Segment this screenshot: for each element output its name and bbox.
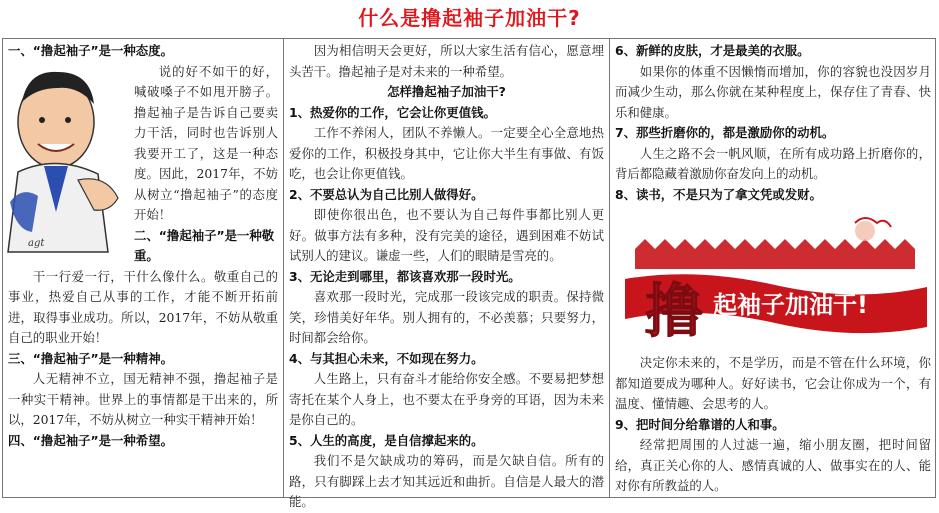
tip-paragraph-1: 工作不养闲人，团队不养懒人。一定要全心全意地热爱你的工作，积极投身其中，它让你大半生有事做、有饭吃，也会让你更值钱。 (289, 125, 604, 181)
cartoon-illustration (8, 62, 128, 252)
column-2 (284, 39, 610, 509)
tip-heading-9: 9、把时间分给靠谱的人和事。 (615, 416, 785, 432)
cartoon-signature: agt (28, 237, 45, 249)
tip-paragraph-5: 我们不是欠缺成功的筹码，而是欠缺自信。所有的路，只有脚踩上去才知其远近和曲折。自信是人最大的潜能。 (289, 453, 604, 509)
section-heading-1: 一、“撸起袖子”是一种态度。 (8, 43, 173, 58)
slogan-banner-image (615, 209, 935, 349)
banner-slogan-text: 起袖子加油干! (713, 291, 868, 319)
column-1 (3, 39, 284, 497)
tip-paragraph-2: 即使你很出色，也不要认为自己每件事都比别人更好。做事方法有多种，没有完美的途径，遇到困难不妨试试别人的建议。谦虚一些，人们的眼睛是雪亮的。 (289, 207, 604, 263)
column-3 (610, 39, 936, 497)
content-table (2, 38, 936, 509)
tip-heading-8: 8、读书，不是只为了拿文凭或发财。 (615, 186, 822, 202)
tip-paragraph-6: 如果你的体重不因懒惰而增加，你的容貌也没因岁月而减少生动，那么你就在某种程度上，保存住了青春、快乐和健康。 (615, 63, 931, 120)
tip-paragraph-8: 决定你未来的，不是学历，而是不管在什么环境，你都知道要成为哪种人。好好读书，它会让你成为一个，有温度、懂情趣、会思考的人。 (615, 355, 931, 411)
tip-paragraph-3: 喜欢那一段时光，完成那一段该完成的职责。保持微笑，珍惜美好年华。别人拥有的，不必羡慕；只要努力，时间都会给你。 (289, 289, 604, 345)
paragraph-2: 干一行爱一行，干什么像什么。敬重自己的事业，热爱自己从事的工作，才能不断开拓前进，取得事业成功。所以，2017年，不妨从敬重自己的职业开始！ (8, 268, 278, 345)
subtitle: 怎样撸起袖子加油干? (387, 84, 506, 99)
section-heading-4: 四、“撸起袖子”是一种希望。 (8, 432, 173, 448)
tip-paragraph-4: 人生路上，只有奋斗才能给你安全感。不要易把梦想寄托在某个人身上，也不要太在乎身旁的耳语，因为未来是你自己的。 (289, 371, 604, 427)
banner-big-character: 撸 (645, 277, 704, 345)
page-title: 什么是撸起袖子加油干? (358, 6, 581, 30)
tip-heading-2: 2、不要总认为自己比别人做得好。 (289, 186, 484, 202)
tip-heading-6: 6、新鲜的皮肤，才是最美的衣服。 (615, 43, 810, 58)
tip-heading-3: 3、无论走到哪里，都该喜欢那一段时光。 (289, 268, 521, 284)
paragraph-3: 人无精神不立，国无精神不强，撸起袖子是一种实干精神。世界上的事情都是干出来的，所以，2017年，不妨从树立一种实干精神开始！ (8, 371, 278, 427)
tip-paragraph-9: 经常把周围的人过滤一遍，缩小朋友圈，把时间留给，真正关心你的人、感情真诚的人、做事实在的人、能对你有所教益的人。 (615, 437, 931, 493)
tip-heading-1: 1、热爱你的工作，它会让你更值钱。 (289, 104, 496, 120)
tip-paragraph-7: 人生之路不会一帆风顺，在所有成功路上折磨你的，背后都隐藏着激励你奋发向上的动机。 (615, 145, 931, 181)
paragraph-0: 因为相信明天会更好，所以大家生活有信心，愿意埋头苦干。撸起袖子是对未来的一种希望。 (289, 43, 604, 79)
section-heading-2: 二、“撸起袖子”是一种敬重。 (134, 227, 275, 263)
paragraph-1: 说的好不如干的好，喊破嗓子不如甩开膀子。撸起袖子是告诉自己要卖力干活，同时也告诉别人我要开工了，这是一种态度。因此，2017年，不妨从树立“撸起袖子”的态度开始！ (134, 63, 278, 222)
section-heading-3: 三、“撸起袖子”是一种精神。 (8, 350, 173, 366)
tip-heading-7: 7、那些折磨你的，都是激励你的动机。 (615, 125, 835, 140)
tip-heading-4: 4、与其担心未来，不如现在努力。 (289, 350, 484, 366)
tip-heading-5: 5、人生的高度，是自信撑起来的。 (289, 432, 484, 448)
